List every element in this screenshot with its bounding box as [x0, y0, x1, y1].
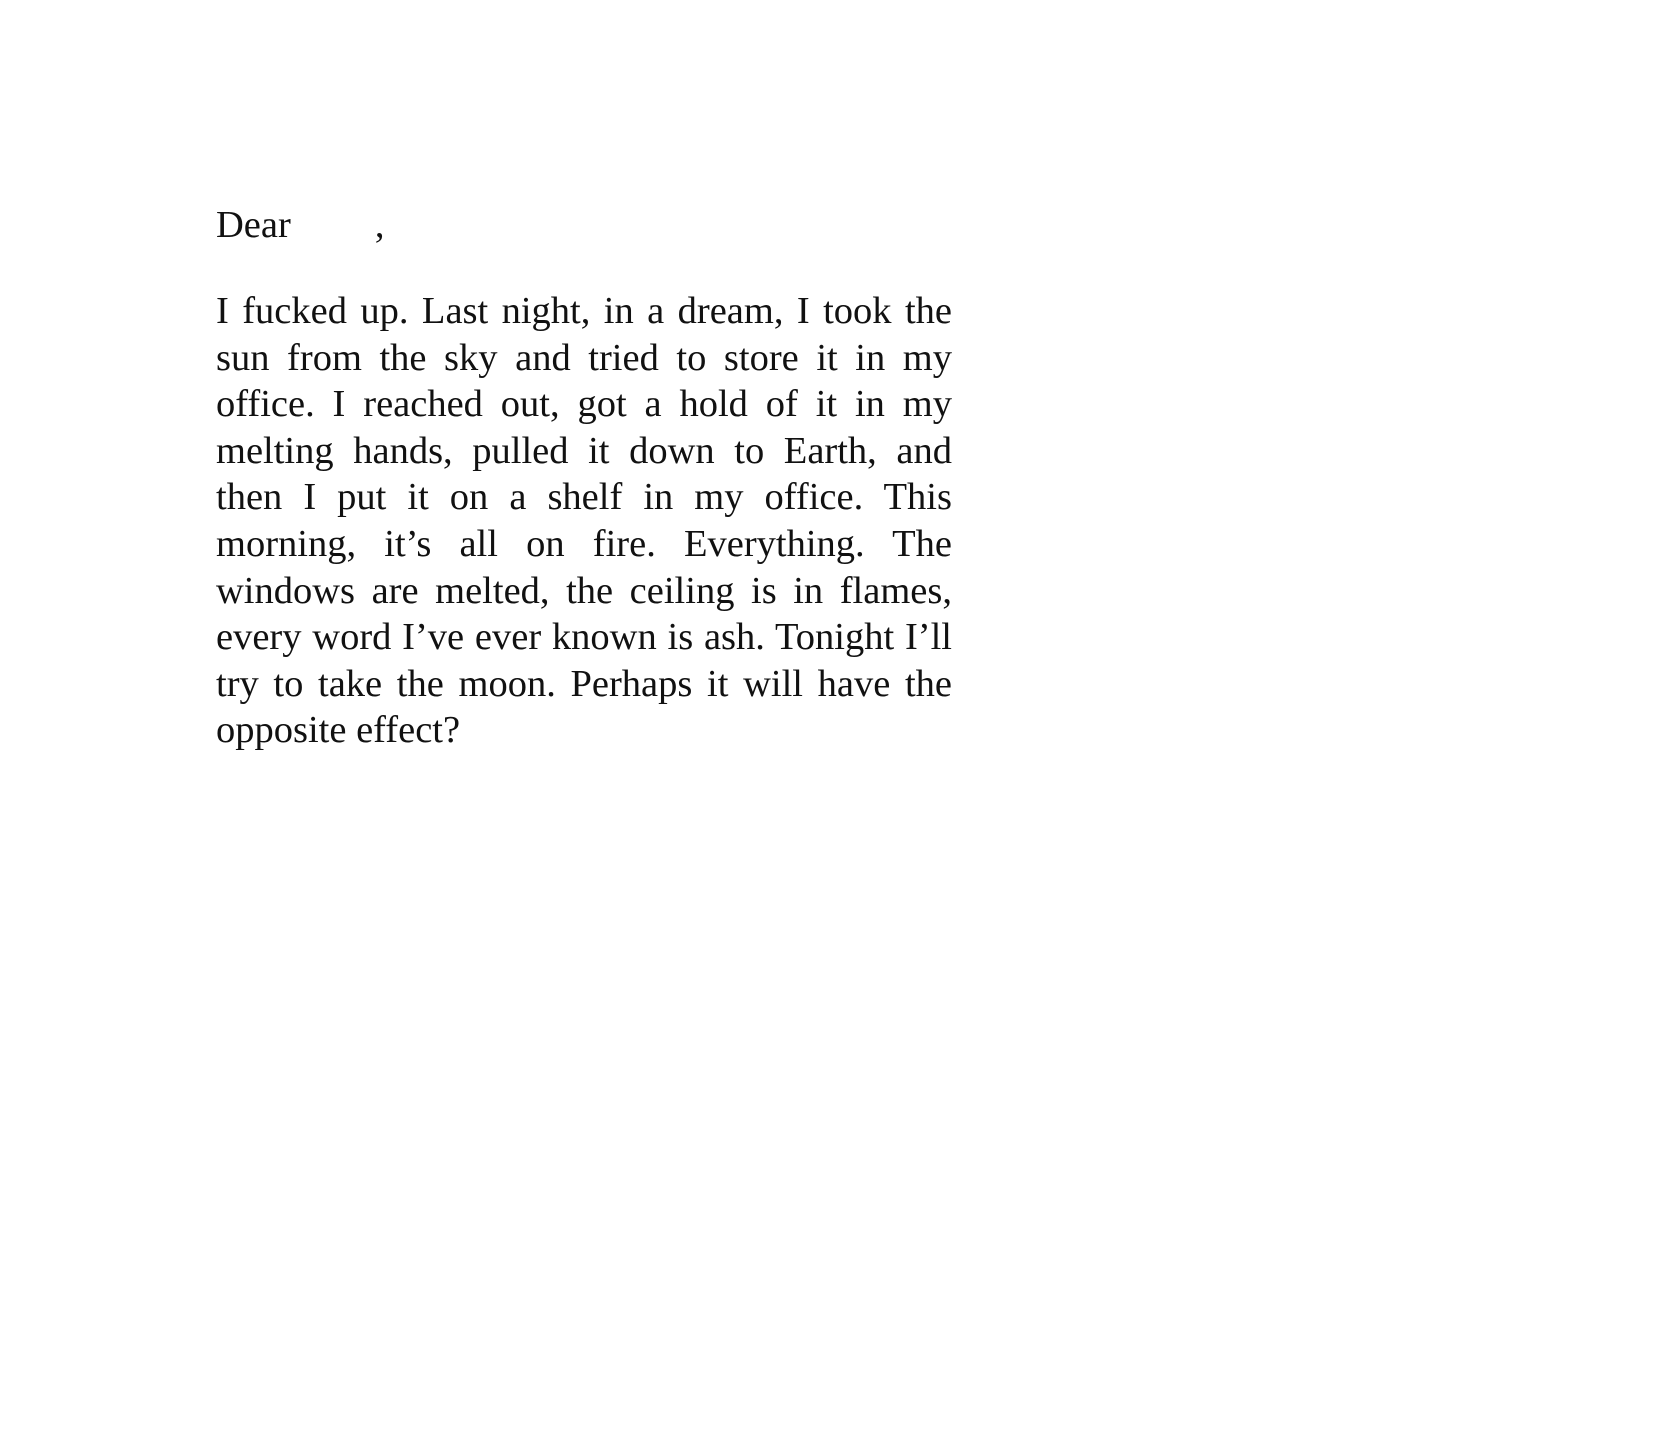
- salutation-comma: ,: [374, 204, 385, 246]
- letter: [216, 198, 952, 754]
- salutation: [216, 198, 952, 252]
- letter-body: I fucked up. Last night, in a dream, I took the sun from the sky and tried to store it in my office. I reached out, got a hold of it in my melting hands, pulled it down to Earth, and then I put it on a shelf in my office. This morning, it’s all on fire. Everything. The windows are melted, the ceiling is in flames, every word I’ve ever known is ash. Tonight I’ll try to take the moon. Perhaps it will have the opposite effect?: [216, 290, 952, 752]
- salutation-word: Dear: [216, 204, 291, 246]
